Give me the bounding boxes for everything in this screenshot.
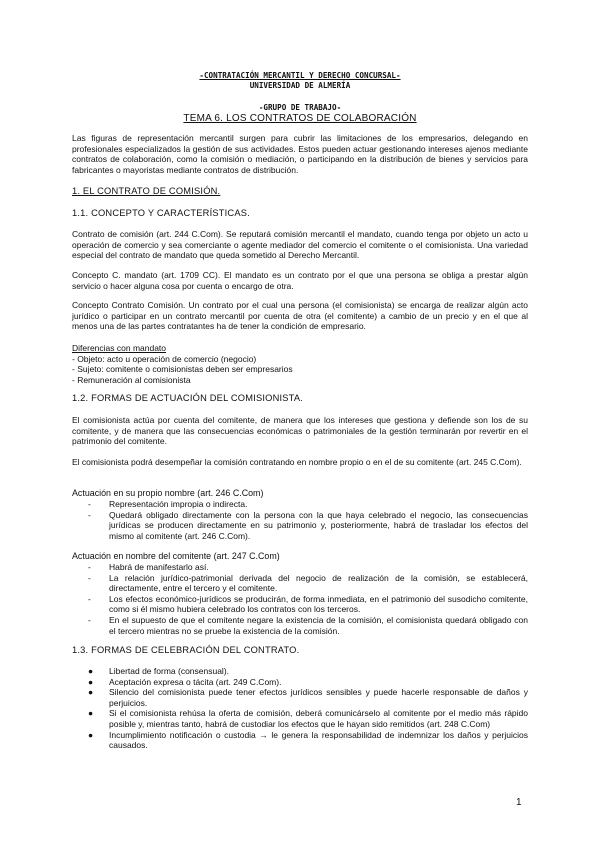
list-item: ● Aceptación expresa o tácita (art. 249 C.Com). <box>88 676 282 687</box>
agent-name-paragraph: El comisionista podrá desempeñar la comisión contratando en nombre propio o en el de su comitente (art. 245 C.Com). <box>72 457 522 467</box>
list-item: ● Si el comisionista rehúsa la oferta de comisión, deberá comunicárselo al comitente por el medio más rápido posible y, mientras tanto, habrá de custodiar los efectos que le hayan sido remitidos (art. 248 C.Com) <box>88 708 528 729</box>
agent-acts-paragraph: El comisionista actúa por cuenta del comitente, de manera que los intereses que gestiona y defiende son los de su comitente, y de manera que las consecuencias económicas o patrimoniales de la gestión terminarán por revertir en el patrimonio del comitente. <box>72 415 528 447</box>
list-item: - Quedará obligado directamente con la persona con la que haya celebrado el negocio, las consecuencias jurídicas se producen directamente en su patrimonio y, posteriormente, habrá de trasladar los efectos del mismo al comitente (art. 246 C.Com). <box>88 509 528 541</box>
list-item: - Los efectos económico-jurídicos se producirán, de forma inmediata, en el patrimonio del susodicho comitente, como si él mismo hubiera celebrado los contratos con los terceros. <box>88 593 528 615</box>
commission-contract-paragraph: Contrato de comisión (art. 244 C.Com). Se reputará comisión mercantil el mandato, cuando tenga por objeto un acto u operación de comercio y sea comerciante o agente mediador del comercio el comitente o el comisionista. Una variedad especial del contrato de mandato que queda sometido al Derecho Mercantil. <box>72 229 528 261</box>
intro-paragraph: Las figuras de representación mercantil surgen para cubrir las limitaciones de los empresarios, delegando en profesionales especializados la gestión de sus actividades. Estos pueden actuar gestionando intereses ajenos mediante contratos de colaboración, como la comisión o mediación, o participando en la distribución de bienes y servicios para fabricantes o mayoristas mediante contratos de distribución. <box>72 133 528 175</box>
mandate-concept-paragraph: Concepto C. mandato (art. 1709 CC). El mandato es un contrato por el que una persona se obliga a prestar algún servicio o hacer alguna cosa por cuenta o encargo de otra. <box>72 270 528 291</box>
principal-name-list <box>88 562 528 636</box>
list-item: - La relación jurídico-patrimonial derivada del negocio de realización de la comisión, se establecerá, directamente, entre el tercero y el comitente. <box>88 572 528 594</box>
difference-item: - Objeto: acto u operación de comercio (negocio) <box>72 353 257 364</box>
document-title: TEMA 6. LOS CONTRATOS DE COLABORACIÓN <box>183 113 417 124</box>
list-item: - Representación impropia o indirecta. <box>88 499 248 509</box>
course-header: -CONTRATACIÓN MERCANTIL Y DERECHO CONCURSAL- <box>199 71 401 80</box>
list-item: ● Incumplimiento notificación o custodia → le genera la responsabilidad de indemnizar los daños y perjuicios causados. <box>88 729 528 751</box>
section-1-1-heading: 1.1. CONCEPTO Y CARACTERÍSTICAS. <box>72 208 250 218</box>
differences-heading: Diferencias con mandato <box>72 343 167 353</box>
list-item: - En el supuesto de que el comitente negare la existencia de la comisión, el comisionista quedará obligado con el tercero mientras no se pruebe la existencia de la comisión. <box>88 614 528 636</box>
section-1-heading: 1. EL CONTRATO DE COMISIÓN. <box>72 186 221 196</box>
section-1-2-heading: 1.2. FORMAS DE ACTUACIÓN DEL COMISIONISTA. <box>72 393 304 403</box>
list-item: ● Libertad de forma (consensual). <box>88 666 230 676</box>
celebration-list <box>88 666 528 751</box>
own-name-list <box>88 499 528 541</box>
own-name-heading: Actuación en su propio nombre (art. 246 C.Com) <box>72 488 264 498</box>
list-item: ● Silencio del comisionista puede tener efectos jurídicos sensibles y puede hacerle responsable de daños y perjuicios. <box>88 687 528 708</box>
page-number: 1 <box>516 797 522 808</box>
section-1-3-heading: 1.3. FORMAS DE CELEBRACIÓN DEL CONTRATO. <box>72 645 300 655</box>
difference-item: - Sujeto: comitente o comisionistas deben ser empresarios <box>72 364 293 375</box>
commission-concept-paragraph: Concepto Contrato Comisión. Un contrato por el cual una persona (el comisionista) se encarga de realizar algún acto jurídico o participar en un contrato mercantil por cuenta de otra (el comitente) a cambio de un precio y en el que al menos una de las partes contratantes ha de tener la condición de empresario. <box>72 300 528 332</box>
list-item: - Habrá de manifestarlo así. <box>88 562 209 572</box>
difference-item: - Remuneración al comisionista <box>72 374 191 385</box>
group-header: -GRUPO DE TRABAJO- <box>258 103 342 112</box>
university-header: UNIVERSIDAD DE ALMERÍA <box>249 81 351 90</box>
mandate-differences <box>72 343 528 385</box>
principal-name-heading: Actuación en nombre del comitente (art. 247 C.Com) <box>72 551 280 561</box>
